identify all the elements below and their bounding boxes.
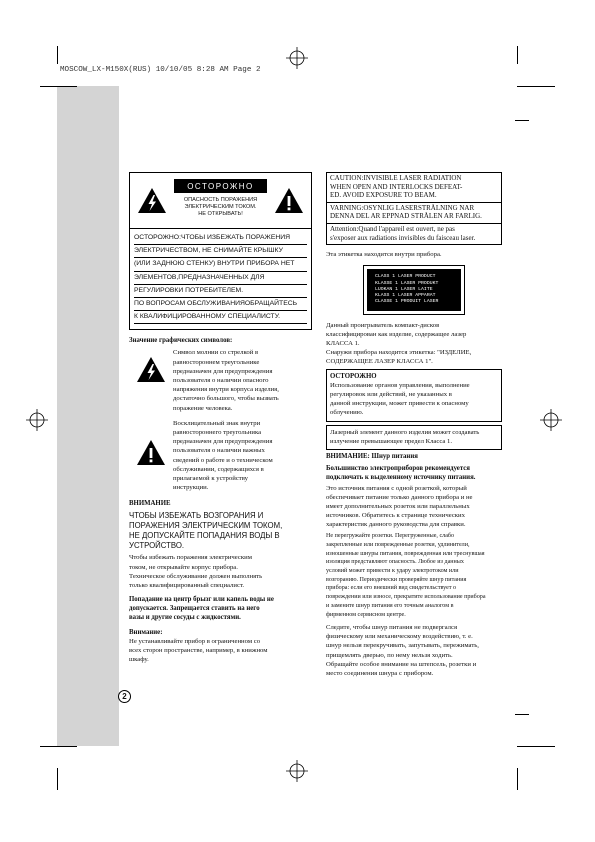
- caution-french: Attention:Quand l'appareil est ouvert, ne pas s'exposer aux radiations invisibles du faisceau laser.: [330, 224, 476, 242]
- print-header: MOSCOW_LX-M150X(RUS) 10/10/05 8:28 AM Page 2: [60, 66, 261, 74]
- attention2-heading: Внимание:: [129, 628, 163, 636]
- caution-swedish: VARNING:OSYNLIG LASERSTRÅLNING NAR DENNA DEL AR EPPNAD STRÅLEN AR FARLIG.: [327, 203, 501, 224]
- left-column: [129, 172, 312, 664]
- warning-small-text: ОПАСНОСТЬ ПОРАЖЕНИЯ ЭЛЕКТРИЧЕСКИМ ТОКОМ. НЕ ОТКРЫВАТЬ!: [183, 196, 258, 217]
- exclamation-warning-icon: [267, 173, 311, 229]
- right-column: [326, 172, 502, 678]
- symbols-heading: Значение графических символов:: [129, 337, 233, 345]
- crop-mark: [517, 746, 555, 747]
- laser-class-label: CLASS 1 LASER PRODUCT KLASSE 1 LASER PRODUKT LUOKAN 1 LASER LAITE KLASS 1 LASER APPARAT CLASSE 1 PRODUIT LASER: [363, 265, 465, 314]
- crop-mark: [517, 86, 555, 87]
- exclamation-symbol-description: Восклицательный знак внутри равностороннего треугольника предназначен для предупреждения пользователя о наличии важных сведений о работе и о техническом обслуживании, содержащихся в прилагаемой к устройству инструкции.: [129, 419, 312, 493]
- attention-heading: ВНИМАНИЕ: [129, 500, 171, 508]
- shock-paragraph: Чтобы избежать поражения электрическим током, не открывайте корпус прибора. Техническое обслуживание должен выполнять только квалифицированный специалист.: [129, 554, 263, 589]
- cord-protection-paragraph: Следите, чтобы шнур питания не подвергался физическому или механическому воздействию, т. е. шнур нельзя перекручивать, запутывать, пережимать, прищемлять дверью, по нему нельзя ходить. Обращайте особое внимание на штепсель, розетки и место соединения шнура с прибором.: [326, 624, 479, 677]
- power-cord-heading: ВНИМАНИЕ: Шнур питания: [326, 452, 418, 460]
- registration-mark-icon: [286, 760, 308, 782]
- water-warning: Попадание на центр брызг или капель воды не допускается. Запрещается ставить на него вазы и другие сосуды с жидкостями.: [129, 595, 274, 621]
- crop-mark: [57, 768, 58, 790]
- cd-classification-paragraph: Данный проигрыватель компакт-дисков классифицирован как изделие, содержащее лазер КЛАССА 1. Снаружи прибора находится этикетка: "ИЗДЕЛИЕ, СОДЕРЖАЩЕЕ ЛАЗЕР КЛАССА 1".: [326, 321, 472, 366]
- exclamation-triangle-icon: [129, 419, 173, 493]
- gray-margin-band: [57, 86, 119, 746]
- crop-mark: [517, 46, 518, 64]
- overload-paragraph: Не перегружайте розетки. Перегруженные, слабо закрепленные или поврежденные розетки, удлинители, изношенные шнуры питания, поврежденная или треснувшая изоляция представляют опасность. Любое из данных условий может привести к удару электротоком или возгоранию. Периодически проверяйте шнур питания прибора: если его внешний вид свидетельствует о повреждении или износе, прекратите использование прибора и замените шнур питания его точным аналогом в фирменном сервисном центре.: [326, 533, 486, 618]
- laser-element-box: Лазерный элемент данного изделия может создавать излучение превышающее предел Класса 1.: [326, 425, 502, 450]
- dedicated-circuit-paragraph: Это источник питания с одной розеткой, который обеспечивает питание только данного прибора и не имеет дополнительных розеток или параллельных источников. Обратитесь к странице технических характеристик данного руководства для справки.: [326, 484, 473, 529]
- crop-mark: [57, 46, 58, 64]
- laser-caution-box: [326, 172, 502, 245]
- registration-mark-icon: [26, 409, 48, 431]
- warning-body: ОСТОРОЖНО:ЧТОБЫ ИЗБЕЖАТЬ ПОРАЖЕНИЯ ЭЛЕКТРИЧЕСТВОМ, НЕ СНИМАЙТЕ КРЫШКУ (ИЛИ ЗАДНЮЮ СТЕНКУ) ВНУТРИ ПРИБОРА НЕТ ЭЛЕМЕНТОВ,ПРЕДНАЗНАЧЕННЫХ ДЛЯ РЕГУЛИРОВКИ ПОТРЕБИТЕЛЕМ. ПО ВОПРОСАМ ОБСЛУЖИВАНИЯОБРАЩАЙТЕСЬ К КВАЛИФИЦИРОВАННОМУ СПЕЦИАЛИСТУ.: [130, 229, 311, 329]
- placement-paragraph: Не устанавливайте прибор в ограниченном со всех сторон пространстве, например, в книжном шкафу.: [129, 637, 268, 664]
- crop-mark: [40, 746, 77, 747]
- warning-box: [129, 172, 312, 330]
- caution-english: CAUTION:INVISIBLE LASER RADIATION WHEN OPEN AND INTERLOCKS DEFEAT- ED. AVOID EXPOSURE TO BEAM.: [327, 173, 501, 203]
- registration-mark-icon: [540, 409, 562, 431]
- crop-mark: [517, 768, 518, 790]
- warning-title: ОСТОРОЖНО: [174, 179, 267, 193]
- fire-shock-warning: ЧТОБЫ ИЗБЕЖАТЬ ВОЗГОРАНИЯ И ПОРАЖЕНИЯ ЭЛЕКТРИЧЕСКИМ ТОКОМ, НЕ ДОПУСКАЙТЕ ПОПАДАНИЯ ВОДЫ В УСТРОЙСТВО.: [129, 511, 283, 551]
- power-cord-intro: Большинство электроприборов рекомендуется подключать к выделенному источнику питания.: [326, 464, 476, 481]
- lightning-triangle-icon: [129, 348, 173, 412]
- caution-controls-box: ОСТОРОЖНО Использование органов управления, выполнение регулировок или действий, не указанных в данной инструкции, может привести к опасному облучению.: [326, 369, 502, 421]
- lightning-warning-icon: [130, 173, 174, 229]
- registration-mark-icon: [286, 47, 308, 69]
- crop-mark: [40, 86, 77, 87]
- crop-mark: [515, 714, 529, 715]
- label-caption: Эта этикетка находится внутри прибора.: [326, 251, 442, 259]
- caution2-heading: ОСТОРОЖНО: [330, 373, 377, 381]
- lightning-symbol-description: Символ молнии со стрелкой в равностороннем треугольнике предназначен для предупреждения пользователя о наличии опасного напряжения внутри корпуса изделия, достаточно большого, чтобы вызвать поражение человека.: [129, 348, 312, 412]
- page-number: 2: [118, 690, 131, 703]
- crop-mark: [515, 120, 529, 121]
